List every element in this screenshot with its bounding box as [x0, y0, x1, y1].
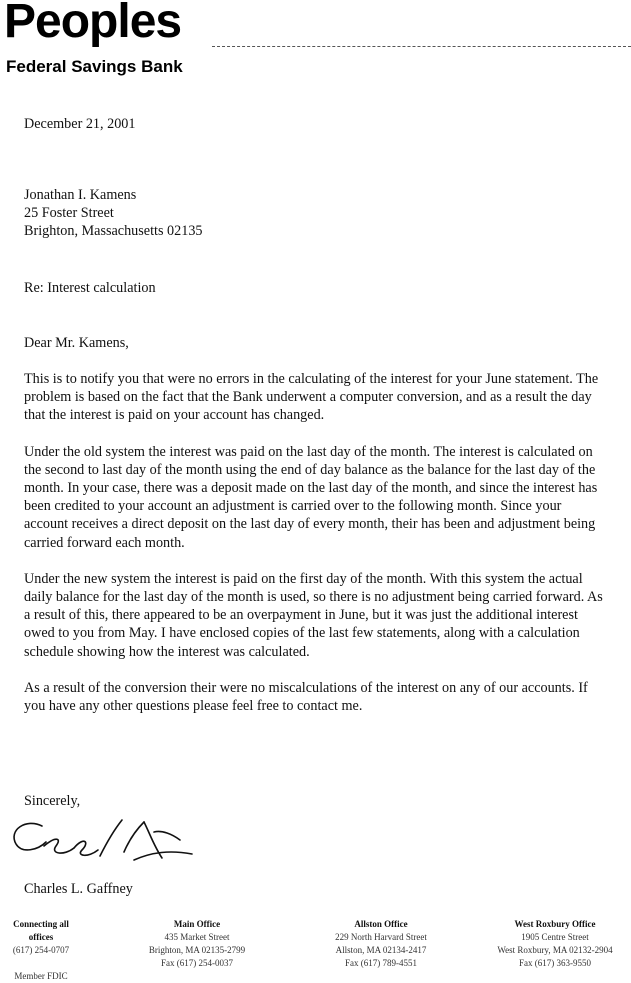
footer-line: 1905 Centre Street [521, 932, 589, 942]
body-paragraph: Under the old system the interest was paid on the last day of the month. The interest is calculated on the second to last day of the month using the end of day balance as the balance for the last day of the month. In your case, there was a deposit made on the last day of the month, and since the interest has been credited to your account an adjustment is carried over to the following month. Since your account receives a direct deposit on the last day of every month, their has been and adjustment being carried forward each month. [24, 443, 598, 551]
bank-logo-name: Peoples [4, 0, 182, 48]
footer-column-connecting [0, 918, 82, 983]
bank-logo-subtitle: Federal Savings Bank [6, 57, 183, 76]
body-paragraph: This is to notify you that were no errors in the calculating of the interest for your June statement. The problem is based on the fact that the Bank underwent a computer conversion, and as a result the day that the interest is paid on your account has changed. [24, 371, 599, 424]
footer-line: Fax (617) 254-0037 [161, 958, 233, 968]
closing: Sincerely, [24, 793, 81, 809]
footer-heading: Connecting all offices [13, 919, 69, 942]
footer-line: 435 Market Street [164, 932, 230, 942]
footer-column-west-roxbury-office [490, 918, 620, 970]
body-paragraph: As a result of the conversion their were no miscalculations of the interest on any of our accounts. If you have any other questions please feel free to contact me. [24, 679, 588, 715]
footer-column-allston-office [326, 918, 436, 970]
body-paragraph: Under the new system the interest is paid on the first day of the month. With this system the actual daily balance for the last day of the month is used, so there is no adjustment being carried forward. As a result of this, there appeared to be an overpayment in June, but it was just the additional interest owed to you from May. I have enclosed copies of the last few statements, along with a calculation schedule showing how the interest was calculated. [24, 570, 603, 660]
footer-line: Brighton, MA 02135-2799 [148, 945, 246, 955]
footer [0, 918, 631, 981]
recipient-name: Jonathan I. Kamens [24, 187, 137, 203]
subject-line: Re: Interest calculation [24, 280, 156, 296]
footer-line: Allston, MA 02134-2417 [335, 945, 427, 955]
footer-line: 229 North Harvard Street [335, 932, 427, 942]
letter-body [24, 370, 604, 733]
footer-column-main-office [142, 918, 252, 970]
recipient-address [24, 186, 604, 241]
footer-heading: Main Office [173, 919, 221, 929]
recipient-street: 25 Foster Street [24, 205, 114, 222]
handwritten-signature [4, 812, 194, 874]
footer-heading: Allston Office [354, 919, 408, 929]
signer-name: Charles L. Gaffney [24, 881, 133, 897]
letterhead-rule [212, 46, 631, 47]
footer-line: Fax (617) 789-4551 [345, 958, 417, 968]
salutation: Dear Mr. Kamens, [24, 335, 129, 351]
footer-line: Fax (617) 363-9550 [519, 958, 591, 968]
letter-date: December 21, 2001 [24, 116, 136, 132]
recipient-city: Brighton, Massachusetts 02135 [24, 223, 203, 240]
footer-heading: West Roxbury Office [514, 919, 596, 929]
footer-line [0, 957, 82, 970]
footer-line: West Roxbury, MA 02132-2904 [497, 945, 613, 955]
footer-line: (617) 254-0707 [12, 945, 70, 955]
footer-line: Member FDIC [14, 971, 68, 981]
